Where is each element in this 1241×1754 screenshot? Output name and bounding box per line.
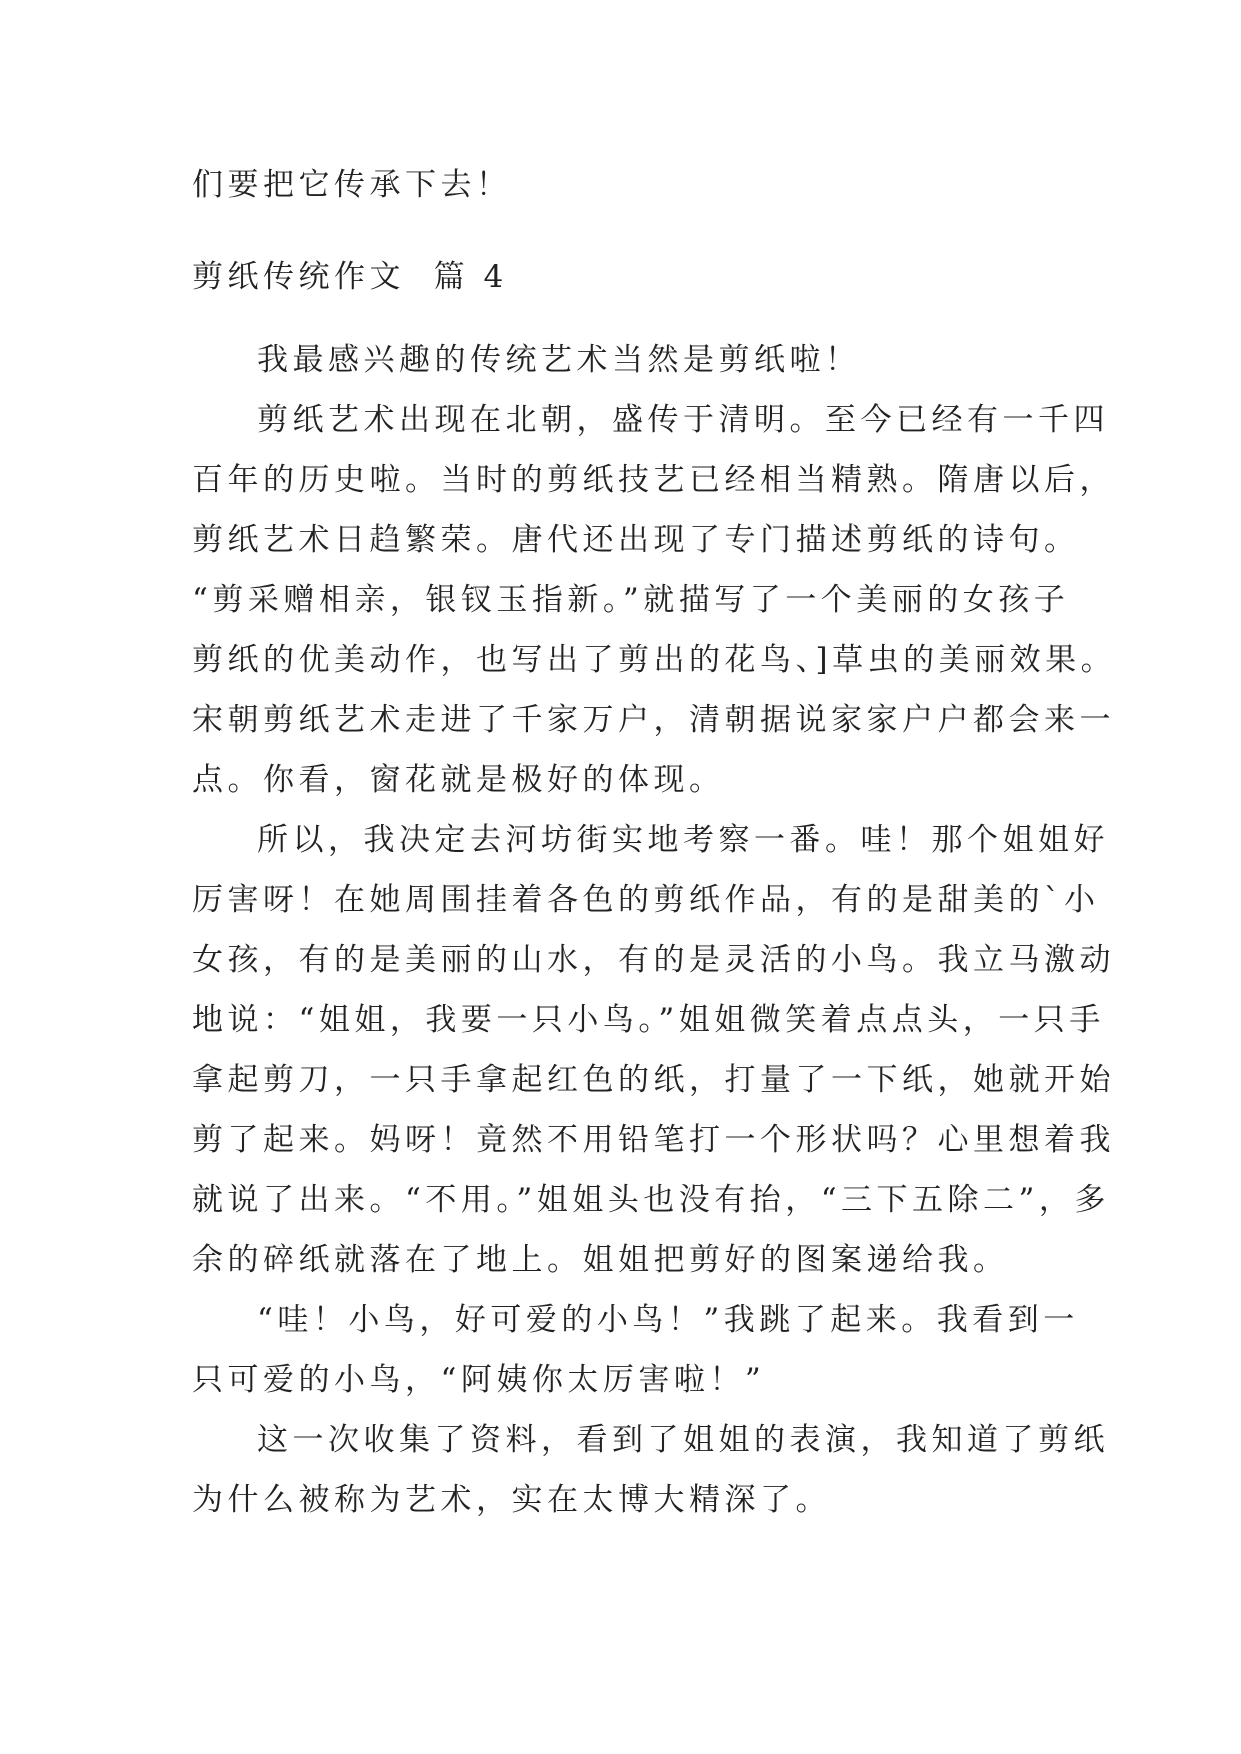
paragraph-2 [192,390,1117,810]
paragraph-5 [192,1410,1109,1530]
text-line: 只可爱的小鸟，“阿姨你太厉害啦！” [192,1362,766,1398]
text-line: “剪采赠相亲，银钗玉指新。”就描写了一个美丽的女孩子 [192,582,1070,618]
text-line: 点。你看，窗花就是极好的体现。 [192,762,725,798]
text-line: 剪纸艺术日趋繁荣。唐代还出现了专门描述剪纸的诗句。 [192,522,1080,558]
text-line: 这一次收集了资料，看到了姐姐的表演，我知道了剪纸 [257,1422,1109,1458]
text-line: 地说：“姐姐，我要一只小鸟。”姐姐微笑着点点头，一只手 [192,1002,1105,1038]
text-line: 们要把它传承下去！ [192,167,512,203]
essay-body [192,330,1117,1530]
text-line: 百年的历史啦。当时的剪纸技艺已经相当精熟。隋唐以后， [192,462,1115,498]
paragraph-3 [192,810,1115,1290]
continuation-text [192,155,1072,215]
text-line: 厉害呀！在她周围挂着各色的剪纸作品，有的是甜美的`小 [192,882,1100,918]
paragraph-1 [192,330,1072,390]
text-line: 余的碎纸就落在了地上。姐姐把剪好的图案递给我。 [192,1242,1009,1278]
text-line: 为什么被称为艺术，实在太博大精深了。 [192,1482,831,1518]
text-line: 剪了起来。妈呀！竟然不用铅笔打一个形状吗？心里想着我 [192,1122,1115,1158]
text-line: 拿起剪刀，一只手拿起红色的纸，打量了一下纸，她就开始 [192,1062,1115,1098]
section-title [192,247,1072,307]
paragraph-4 [192,1290,1079,1410]
text-line: 我最感兴趣的传统艺术当然是剪纸啦！ [257,342,861,378]
text-line: 所以，我决定去河坊街实地考察一番。哇！那个姐姐好 [257,822,1109,858]
text-line: 剪纸艺术出现在北朝，盛传于清明。至今已经有一千四 [257,402,1109,438]
text-line: 就说了出来。“不用。”姐姐头也没有抬，“三下五除二”，多 [192,1182,1110,1218]
text-line: “哇！小鸟，好可爱的小鸟！”我跳了起来。我看到一 [257,1302,1079,1338]
section-heading: 剪纸传统作文 篇 4 [192,259,508,295]
text-line: 剪纸的优美动作，也写出了剪出的花鸟、]草虫的美丽效果。 [192,642,1117,678]
text-line: 女孩，有的是美丽的山水，有的是灵活的小鸟。我立马激动 [192,942,1115,978]
text-line: 宋朝剪纸艺术走进了千家万户，清朝据说家家户户都会来一 [192,702,1115,738]
